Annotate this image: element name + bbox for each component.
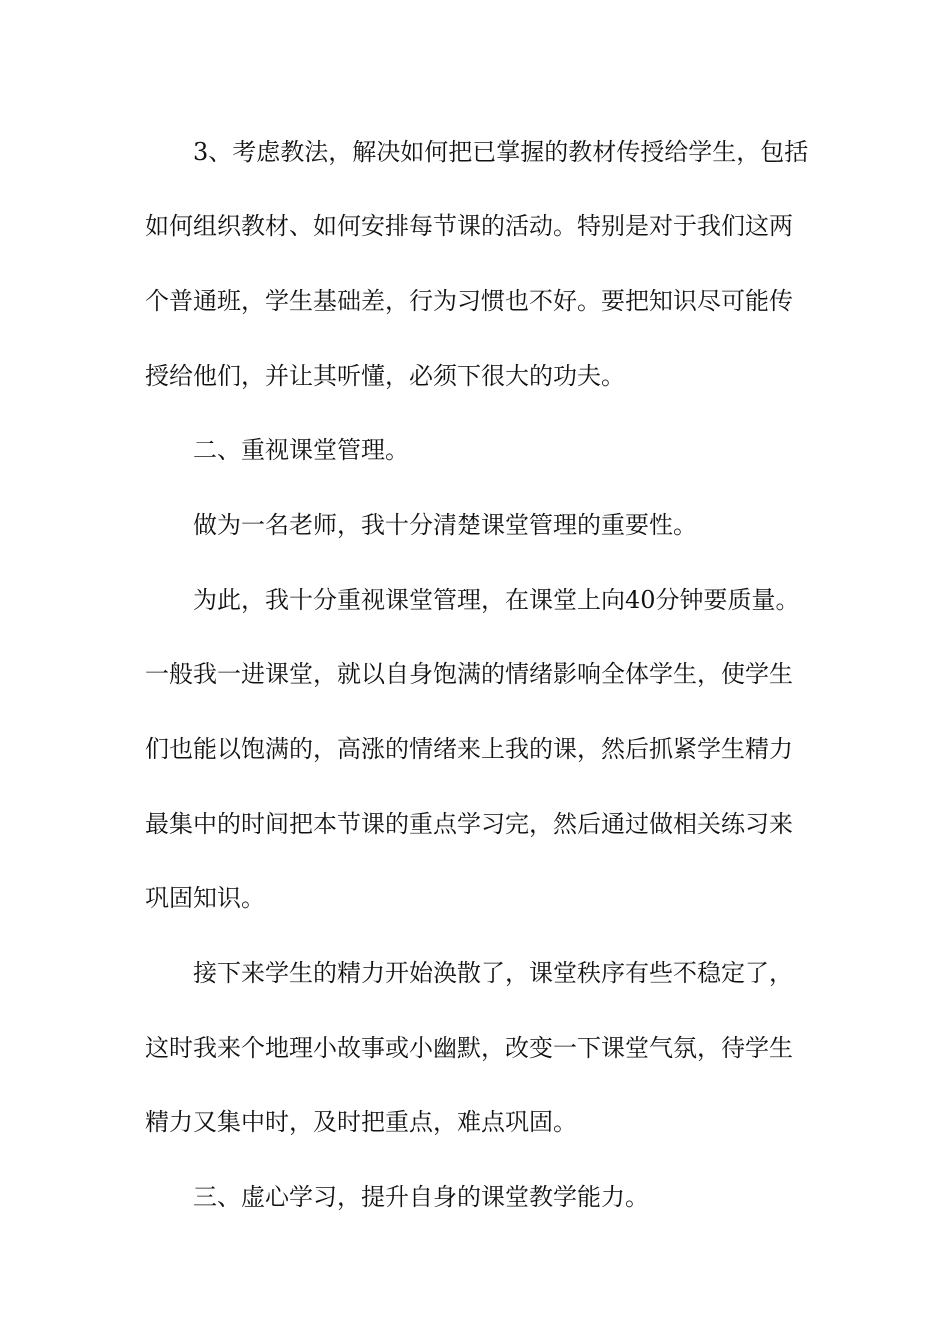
paragraph-line-11: 巩固知识。 — [145, 884, 265, 912]
paragraph-line-14: 精力又集中时，及时把重点，难点巩固。 — [145, 1108, 577, 1136]
paragraph-line-12: 接下来学生的精力开始涣散了，课堂秩序有些不稳定了， — [193, 959, 793, 987]
paragraph-line-9: 们也能以饱满的，高涨的情绪来上我的课，然后抓紧学生精力 — [145, 735, 793, 763]
paragraph-line-8: 一般我一进课堂，就以自身饱满的情绪影响全体学生，使学生 — [145, 660, 793, 688]
paragraph-line-4: 授给他们，并让其听懂，必须下很大的功夫。 — [145, 362, 625, 390]
paragraph-line-13: 这时我来个地理小故事或小幽默，改变一下课堂气氛，待学生 — [145, 1034, 793, 1062]
paragraph-line-1: 3、考虑教法，解决如何把已掌握的教材传授给学生，包括 — [193, 138, 809, 166]
section-heading-2: 二、重视课堂管理。 — [193, 436, 409, 464]
paragraph-line-3: 个普通班，学生基础差，行为习惯也不好。要把知识尽可能传 — [145, 287, 793, 315]
paragraph-line-7: 为此，我十分重视课堂管理，在课堂上向40分钟要质量。 — [193, 586, 800, 614]
paragraph-line-6: 做为一名老师，我十分清楚课堂管理的重要性。 — [193, 511, 697, 539]
section-heading-3: 三、虚心学习，提升自身的课堂教学能力。 — [193, 1183, 649, 1211]
paragraph-line-2: 如何组织教材、如何安排每节课的活动。特别是对于我们这两 — [145, 212, 793, 240]
paragraph-line-10: 最集中的时间把本节课的重点学习完，然后通过做相关练习来 — [145, 810, 793, 838]
